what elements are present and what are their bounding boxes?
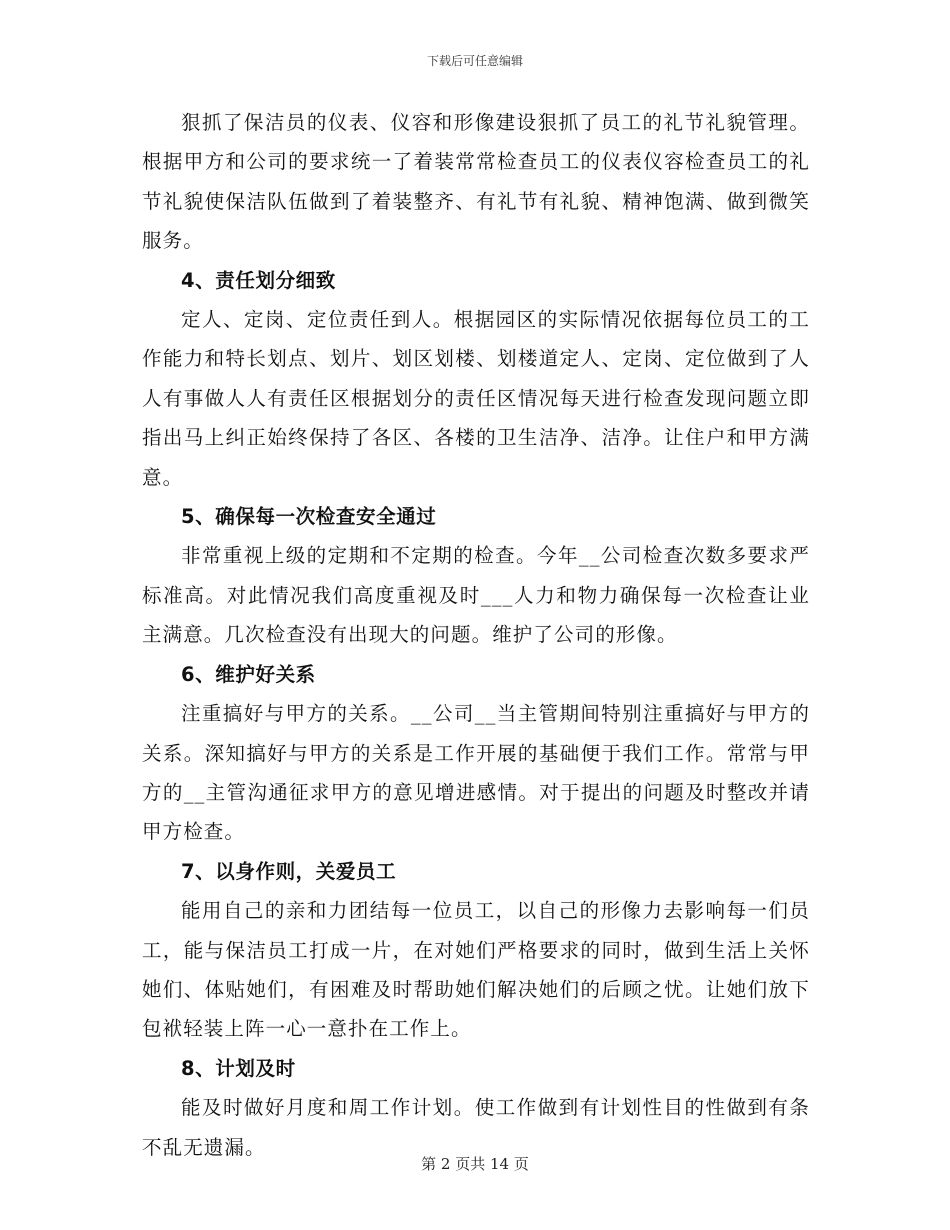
section-heading-4: 4、责任划分细致 [181,268,336,292]
section-heading-8: 8、计划及时 [181,1056,296,1080]
paragraph-planning: 能及时做好月度和周工作计划。使工作做到有计划性目的性做到有条不乱无遗漏。 [142,1096,810,1159]
section-heading-6: 6、维护好关系 [181,662,316,686]
document-body [142,103,810,1167]
paragraph-responsibility: 定人、定岗、定位责任到人。根据园区的实际情况依据每位员工的工作能力和特长划点、划片、划区划楼、划楼道定人、定岗、定位做到了人人有事做人人有责任区根据划分的责任区情况每天进行检查发现问题立即指出马上纠正始终保持了各区、各楼的卫生洁净、洁净。让住户和甲方满意。 [142,308,810,489]
page-number: 第 2 页共 14 页 [421,1155,529,1173]
paragraph-inspection: 非常重视上级的定期和不定期的检查。今年__公司检查次数多要求严标准高。对此情况我们高度重视及时___人力和物力确保每一次检查让业主满意。几次检查没有出现大的问题。维护了公司的形像。 [142,544,810,647]
paragraph-relations: 注重搞好与甲方的关系。__公司__当主管期间特别注重搞好与甲方的关系。深知搞好与甲方的关系是工作开展的基础便于我们工作。常常与甲方的__主管沟通征求甲方的意见增进感情。对于提出的问题及时整改并请甲方检查。 [142,702,810,844]
section-heading-7: 7、以身作则，关爱员工 [181,859,397,883]
section-heading-5: 5、确保每一次检查安全通过 [181,505,437,529]
page-header: 下载后可任意编辑 [426,54,523,68]
paragraph-care: 能用自己的亲和力团结每一位员工，以自己的形像力去影响每一们员工，能与保洁员工打成一片，在对她们严格要求的同时，做到生活上关怀她们、体贴她们，有困难及时帮助她们解决她们的后顾之忧。让她们放下包袱轻装上阵一心一意扑在工作上。 [142,899,810,1041]
paragraph-etiquette: 狠抓了保洁员的仪表、仪容和形像建设狠抓了员工的礼节礼貌管理。根据甲方和公司的要求统一了着装常常检查员工的仪表仪容检查员工的礼节礼貌使保洁队伍做到了着装整齐、有礼节有礼貌、精神饱满、做到微笑服务。 [142,111,810,253]
